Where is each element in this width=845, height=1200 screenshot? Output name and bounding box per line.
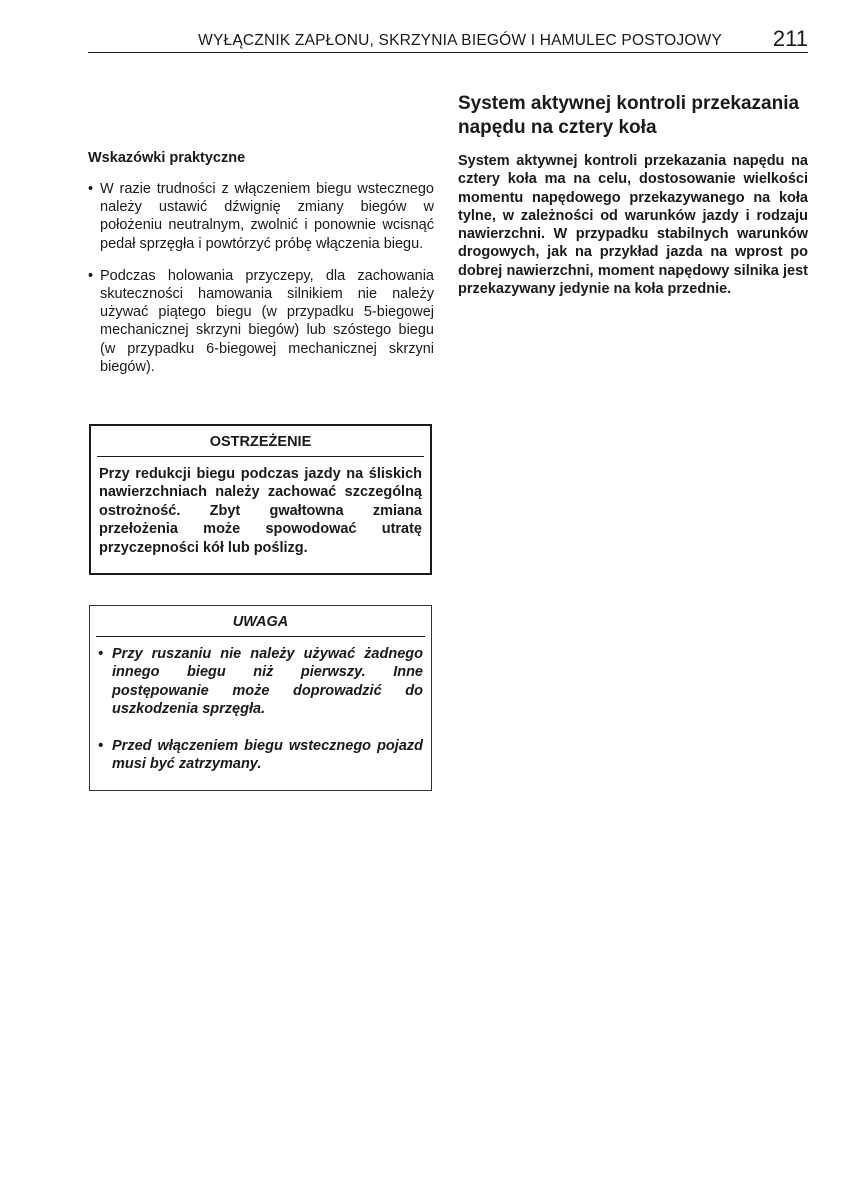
header-title: WYŁĄCZNIK ZAPŁONU, SKRZYNIA BIEGÓW I HAMULEC POSTOJOWY (198, 32, 722, 49)
list-item: • Przy ruszaniu nie należy używać żadnego innego biegu niż pierwszy. Inne postępowanie może doprowadzić do uszkodzenia sprzęgła. (98, 645, 423, 719)
list-item: • Podczas holowania przyczepy, dla zachowania skuteczności hamowania silnikiem nie należy używać piątego biegu (w przypadku 5-biegowej mechanicznej skrzyni biegów) lub szóstego biegu (w przypadku 6-biegowej mechanicznej skrzyni biegów). (88, 267, 434, 376)
warning-text: Przy redukcji biegu podczas jazdy na śliskich nawierzchniach należy zachować szczególną ostrożność. Zbyt gwałtowna zmiana przełożenia może spowodować utratę przyczepności kół lub poślizg. (99, 466, 422, 556)
tips-list (88, 180, 434, 376)
caution-list (98, 645, 423, 773)
right-column (458, 92, 808, 298)
section-title: System aktywnej kontroli przekazania napędu na cztery koła (458, 93, 800, 138)
left-column (88, 150, 434, 390)
caution-body (90, 637, 431, 773)
caution-title: UWAGA (96, 606, 425, 637)
warning-box (89, 424, 432, 575)
section-heading: Wskazówki praktyczne (88, 150, 246, 166)
warning-title: OSTRZEŻENIE (97, 426, 424, 457)
list-item: • W razie trudności z włączeniem biegu wstecznego należy ustawić dźwignię zmiany biegów w położeniu neutralnym, zwolnić i ponownie wcisnąć pedał sprzęgła i powtórzyć próbę włączenia biegu. (88, 180, 434, 253)
page-header (88, 28, 808, 53)
list-item: • Przed włączeniem biegu wstecznego pojazd musi być zatrzymany. (98, 737, 423, 774)
page-number: 211 (772, 26, 808, 51)
caution-box (89, 605, 432, 791)
section-text: System aktywnej kontroli przekazania napędu na cztery koła ma na celu, dostosowanie wielkości momentu napędowego przekazywanego na koła tylne, w zależności od warunków jazdy i rodzaju nawierzchni. W przypadku stabilnych warunków drogowych, jak na przykład jazda na wprost po dobrej nawierzchni, moment napędowy silnika jest przekazywany jedynie na koła przednie. (458, 153, 808, 298)
